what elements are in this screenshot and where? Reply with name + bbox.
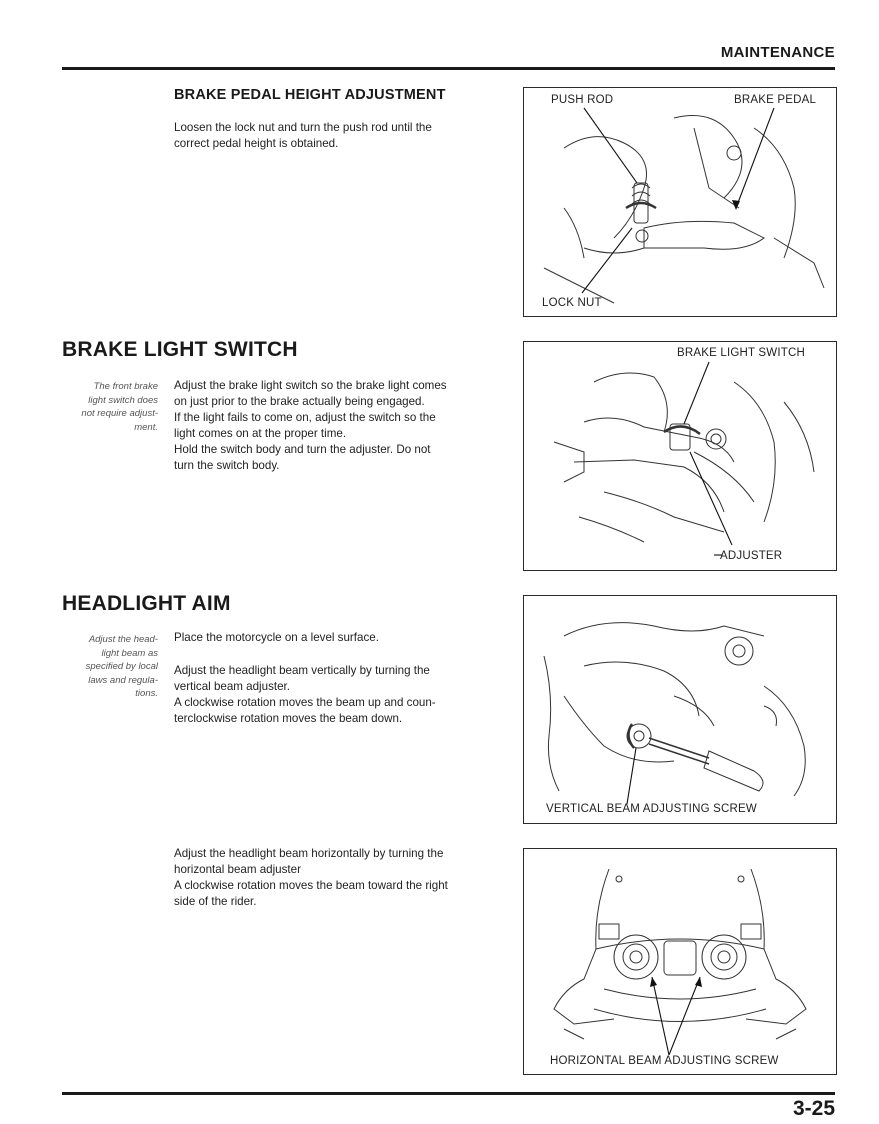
text-line: Adjust the headlight beam vertically by turning the <box>174 664 430 677</box>
text-line: side of the rider. <box>174 895 257 908</box>
brake-light-switch-title: BRAKE LIGHT SWITCH <box>62 338 298 361</box>
text-line: Hold the switch body and turn the adjuster. Do not <box>174 443 431 456</box>
note-line: ment. <box>134 421 158 433</box>
brake-light-switch-figure <box>523 341 837 571</box>
horizontal-beam-illustration <box>524 849 836 1074</box>
section-header: MAINTENANCE <box>720 44 835 61</box>
text-line: on just prior to the brake actually being engaged. <box>174 395 425 408</box>
note-line: tions. <box>135 688 158 699</box>
horizontal-beam-screw-label: HORIZONTAL BEAM ADJUSTING SCREW <box>550 1055 779 1067</box>
brake-pedal-heading: BRAKE PEDAL HEIGHT ADJUSTMENT <box>174 87 446 103</box>
note-line: specified by local <box>85 661 158 672</box>
text-line: Loosen the lock nut and turn the push rod until the <box>174 121 432 134</box>
adjuster-label: ADJUSTER <box>720 550 783 562</box>
brake-pedal-illustration <box>524 88 836 316</box>
note-line: Adjust the head- <box>88 634 158 645</box>
text-line: If the light fails to come on, adjust the switch so the <box>174 411 436 424</box>
vertical-beam-screw-label: VERTICAL BEAM ADJUSTING SCREW <box>546 803 757 815</box>
brake-light-switch-illustration <box>524 342 836 570</box>
text-line: terclockwise rotation moves the beam down. <box>174 712 403 725</box>
brake-pedal-text <box>174 120 509 152</box>
header-rule <box>62 67 835 70</box>
text-line: light comes on at the proper time. <box>174 427 347 440</box>
text-line: horizontal beam adjuster <box>174 863 301 876</box>
text-line: Adjust the brake light switch so the brake light comes <box>174 379 447 392</box>
horizontal-adjust-text <box>174 846 509 910</box>
vertical-beam-figure <box>523 595 837 824</box>
text-line: A clockwise rotation moves the beam toward the right <box>174 879 448 892</box>
text-line: correct pedal height is obtained. <box>174 137 339 150</box>
note-line: The front brake <box>93 381 158 392</box>
text-line: Adjust the headlight beam horizontally by turning the <box>174 847 444 860</box>
lock-nut-label: LOCK NUT <box>542 297 602 309</box>
footer-rule <box>62 1092 835 1095</box>
text-line: turn the switch body. <box>174 459 280 472</box>
note-line: light beam as <box>101 647 158 659</box>
headlight-aim-title: HEADLIGHT AIM <box>62 592 231 615</box>
horizontal-beam-figure <box>523 848 837 1075</box>
push-rod-label: PUSH ROD <box>551 94 614 106</box>
brake-light-switch-label: BRAKE LIGHT SWITCH <box>677 347 805 359</box>
level-surface-text: Place the motorcycle on a level surface. <box>174 631 379 644</box>
vertical-adjust-text <box>174 663 509 727</box>
brake-light-switch-text <box>174 378 509 474</box>
note-line: not require adjust- <box>81 408 158 419</box>
text-line: vertical beam adjuster. <box>174 680 290 693</box>
brake-pedal-label: BRAKE PEDAL <box>734 94 817 106</box>
text-line: A clockwise rotation moves the beam up and coun- <box>174 696 436 709</box>
note-line: light switch does <box>88 394 158 406</box>
note-line: laws and regula- <box>88 674 158 686</box>
headlight-aim-note <box>62 633 158 701</box>
vertical-beam-illustration <box>524 596 836 823</box>
brake-light-switch-note <box>62 380 158 434</box>
page-number: 3-25 <box>792 1097 835 1120</box>
brake-pedal-figure <box>523 87 837 317</box>
